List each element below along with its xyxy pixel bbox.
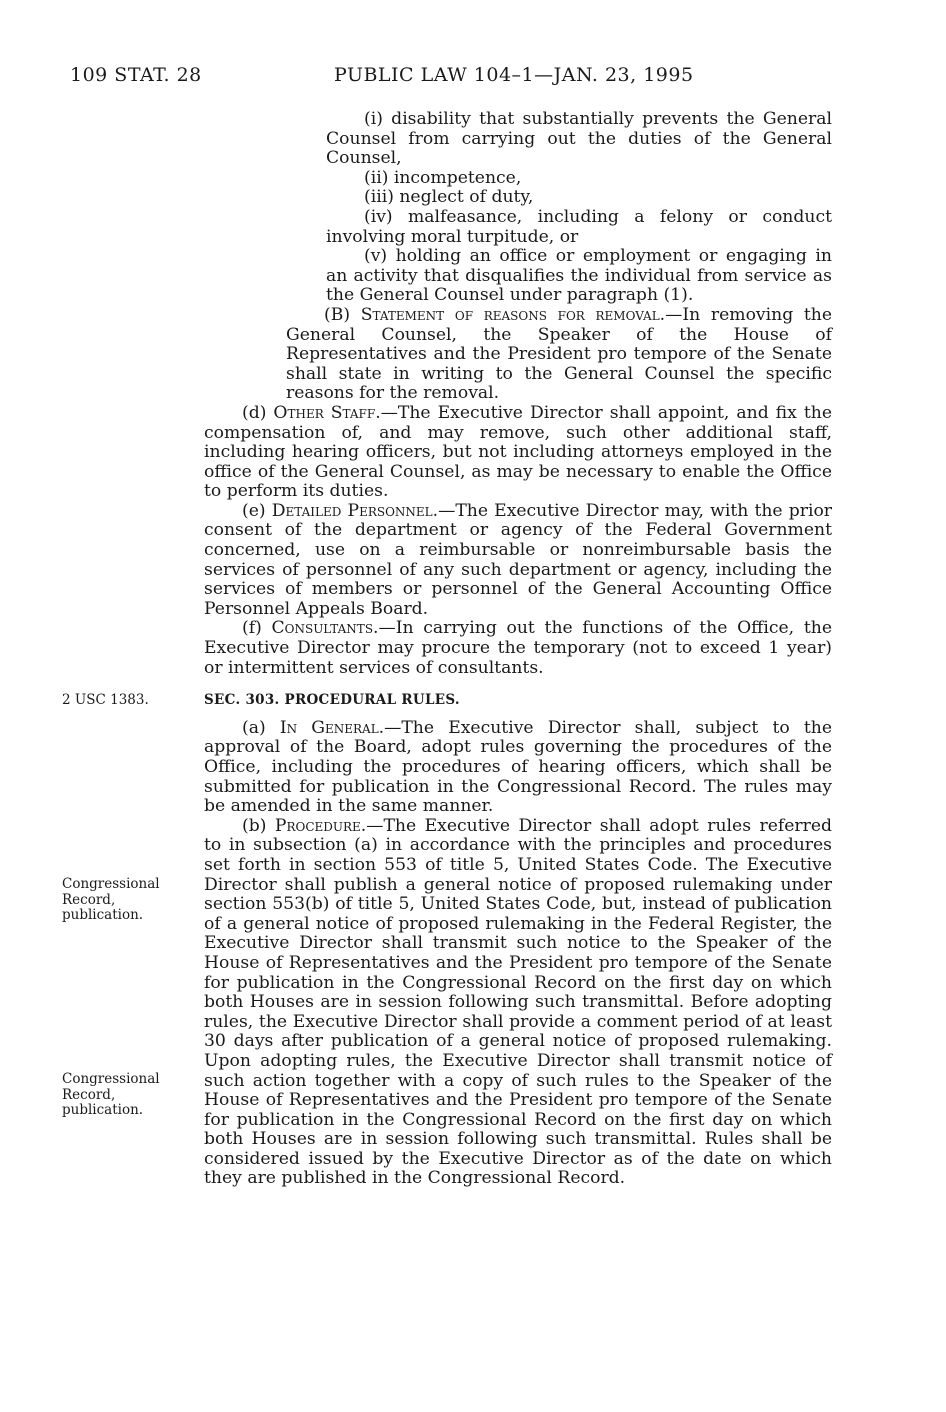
main-text-column <box>204 110 832 1189</box>
subsection-e <box>204 502 832 620</box>
paragraph-number: (e) <box>242 500 266 521</box>
clause-v: (v) holding an office or employment or engaging in an activity that disqualifies the individual from service as the General Counsel under paragraph (1). <box>326 246 832 306</box>
paragraph-heading: Statement of reasons for removal. <box>360 304 666 325</box>
margin-note-congressional-record-2 <box>62 1072 160 1119</box>
paragraph-text: —The Executive Director shall adopt rules referred to in subsection (a) in accordance with the principles and procedures set forth in section 553 of title 5, United States Code. The Executive Director shall publish a general notice of proposed rulemaking under section 553(b) of title 5, United States Code, but, instead of publication of a general notice of proposed rulemaking in the Federal Register, the Executive Director shall transmit such notice to the Speaker of the House of Representatives and the President pro tempore of the Senate for publication in the Congressional Record on the first day on which both Houses are in session following such transmittal. Before adopting rules, the Executive Director shall provide a comment period of at least 30 days after publication of a general notice of proposed rulemaking. Upon adopting rules, the Executive Director shall transmit notice of such action together with a copy of such rules to the Speaker of the House of Representatives and the President pro tempore of the Senate for publication in the Congressional Record on the first day on which both Houses are in session following such transmittal. Rules shall be considered issued by the Executive Director as of the date on which they are published in the Congressional Record. <box>204 815 833 1189</box>
margin-note-congressional-record-1 <box>62 877 160 924</box>
subparagraph-b <box>286 306 832 404</box>
section-heading: SEC. 303. PROCEDURAL RULES. <box>204 692 460 709</box>
clause-iii: (iii) neglect of duty, <box>364 187 534 208</box>
paragraph-heading: Consultants. <box>271 618 379 639</box>
paragraph-number: (f) <box>242 618 262 639</box>
paragraph-text: —The Executive Director shall appoint, and fix the compensation of, and may remove, such other additional staff, including hearing officers, but not including attorneys employed in the office of the General Counsel, as may be necessary to enable the Office to perform its duties. <box>204 402 832 502</box>
margin-note-line: Congressional <box>62 876 160 892</box>
clause-i: (i) disability that substantially prevents the General Counsel from carrying out the duties of the General Counsel, <box>326 109 832 169</box>
paragraph-text: —In removing the General Counsel, the Speaker of the House of Representatives and the President pro tempore of the Senate shall state in writing to the General Counsel the specific reasons for the removal. <box>286 304 833 404</box>
subsection-a <box>204 719 832 817</box>
paragraph-text: —The Executive Director shall, subject to the approval of the Board, adopt rules governing the procedures of the Office, including the procedures of hearing officers, which shall be submitted for publication in the Congressional Record. The rules may be amended in the same manner. <box>204 717 833 817</box>
paragraph-heading: Procedure. <box>274 815 367 836</box>
margin-note-line: Record, <box>62 891 116 908</box>
paragraph-heading: Other Staff. <box>273 402 381 423</box>
subsection-b <box>204 817 832 1189</box>
margin-note-usc: 2 USC 1383. <box>62 692 149 708</box>
paragraph-heading: Detailed Personnel. <box>271 500 439 521</box>
margin-note-line: Congressional <box>62 1071 160 1087</box>
paragraph-number: (b) <box>242 815 267 836</box>
paragraph-number: (a) <box>242 717 266 738</box>
paragraph-text: —In carrying out the functions of the Office, the Executive Director may procure the temporary (not to exceed 1 year) or intermittent services of consultants. <box>204 618 832 678</box>
subsection-d <box>204 404 832 502</box>
margin-note-line: Record, <box>62 1086 116 1103</box>
subsection-f <box>204 619 832 678</box>
paragraph-text: —The Executive Director may, with the prior consent of the department or agency of the Federal Government concerned, use on a reimbursable or nonreimbursable basis the services of personnel of any such department or agency, including the services of members or personnel of the General Accounting Office Personnel Appeals Board. <box>204 500 833 619</box>
margin-note-line: publication. <box>62 1102 144 1118</box>
clause-ii: (ii) incompetence, <box>364 167 522 188</box>
running-header-title: PUBLIC LAW 104–1—JAN. 23, 1995 <box>334 64 694 86</box>
statute-page-number: 109 STAT. 28 <box>70 64 202 86</box>
margin-note-line: publication. <box>62 907 144 923</box>
paragraph-number: (B) <box>324 304 351 325</box>
paragraph-heading: In General. <box>279 717 385 738</box>
clause-iv: (iv) malfeasance, including a felony or conduct involving moral turpitude, or <box>326 206 832 247</box>
paragraph-number: (d) <box>242 402 267 423</box>
